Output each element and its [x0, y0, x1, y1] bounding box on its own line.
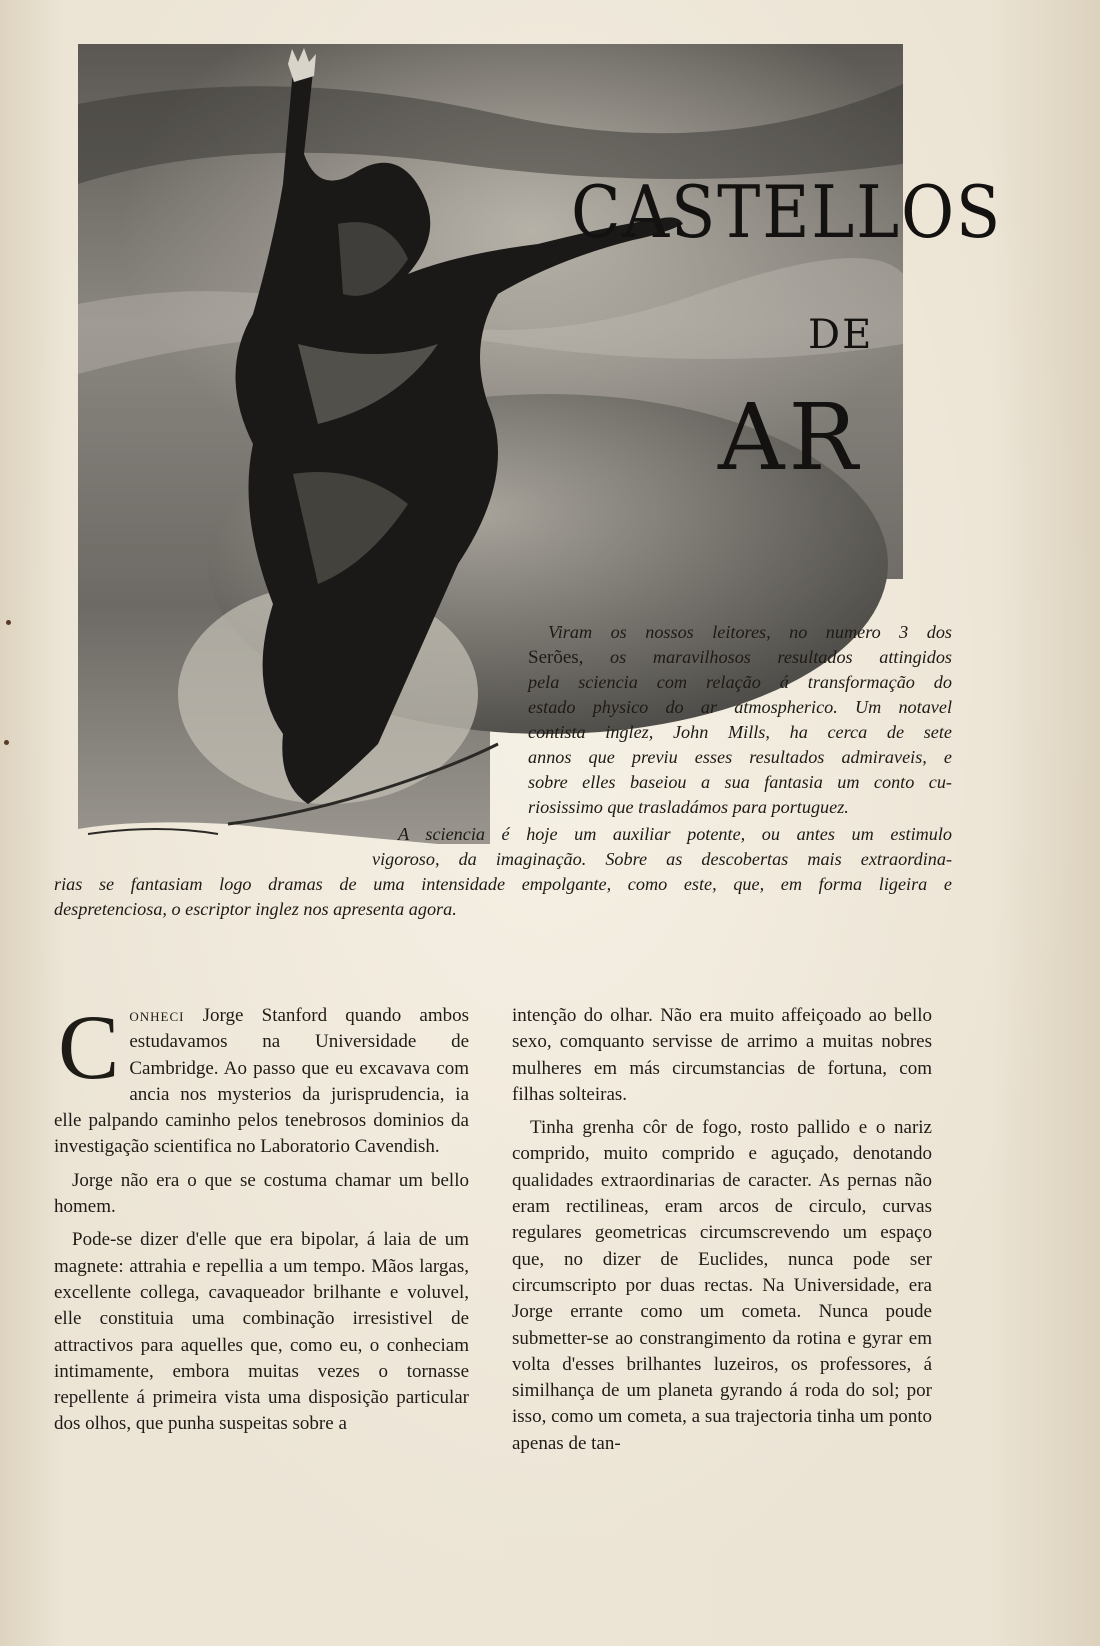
paragraph: Jorge não era o que se costuma chamar um bello homem.: [54, 1169, 469, 1218]
intro-line-text: os maravilhosos resultados attingidos: [610, 647, 953, 667]
intro-line: rias se fantasiam logo dramas de uma intensidade empolgante, como este, que, em forma ligeira e: [54, 874, 952, 894]
title-word-ar: AR: [718, 384, 862, 491]
opening-paragraph: [54, 996, 469, 1161]
intro-line: pela sciencia com relação á transformação do: [528, 672, 952, 692]
paragraph-text: Jorge Stanford quando ambos estudavamos na Universidade de Cambridge. Ao passo que eu excavava com ancia nos mysterios da jurisprudencia, ia elle palpando caminho pelos tenebrosos dominios da investigação scientifica no Laboratorio Cavendish.: [54, 1005, 469, 1158]
intro-line: riosissimo que trasladámos para portuguez.: [528, 797, 849, 817]
article-title: [508, 122, 1003, 502]
page-blemish: [6, 620, 11, 625]
body-column-right: [512, 1003, 932, 1464]
intro-line: A sciencia é hoje um auxiliar potente, ou antes um estimulo: [398, 824, 952, 844]
opening-word: onheci: [129, 1005, 185, 1026]
drop-cap: C: [58, 996, 120, 1098]
paragraph: Pode-se dizer d'elle que era bipolar, á laia de um magnete: attrahia e repellia a um tempo. Mãos largas, excellente collega, cavaqueador brilhante e voluvel, elle constituia uma combinação irresistivel de attractivos para aquelles que, como eu, o conheciam intimamente, embora muitas vezes o tornasse repellente á primeira vista uma disposição particular dos olhos, que punha suspeitas sobre a: [54, 1229, 469, 1435]
paragraph: intenção do olhar. Não era muito affeiçoado ao bello sexo, comquanto servisse de arrimo a muitas nobres mulheres em más circumstancias de fortuna, com filhas solteiras.: [512, 1005, 932, 1105]
intro-line: despretenciosa, o escriptor inglez nos apresenta agora.: [54, 899, 457, 919]
intro-line-with-magazine: [528, 645, 952, 670]
body-column-left: [54, 996, 469, 1445]
intro-line: estado physico do ar atmospherico. Um notavel: [528, 697, 952, 717]
paragraph: Tinha grenha côr de fogo, rosto pallido e o nariz comprido, muito comprido e aguçado, denotando qualidades extraordinarias de caracter. As pernas não eram rectilineas, eram arcos de circulo, curvas regulares geometricas circumscrevendo um espaço que, no dizer de Euclides, nunca pode ser circumscripto por duas rectas. Na Universidade, era Jorge errante como um cometa. Nunca poude submetter-se ao constrangimento da rotina e gyrar em volta d'esses brilhantes luzeiros, os professores, á similhança de um planeta gyrando á roda do sol; por isso, como um cometa, a sua trajectoria tinha um ponto apenas de tan-: [512, 1117, 932, 1454]
magazine-name: Serões,: [528, 647, 584, 668]
title-word-de: DE: [808, 312, 874, 358]
intro-line: vigoroso, da imaginação. Sobre as descobertas mais extraordina-: [372, 849, 952, 869]
page-blemish: [4, 740, 9, 745]
title-word-castellos: CASTELLOS: [571, 170, 1003, 254]
intro-line: Viram os nossos leitores, no numero 3 dos: [548, 622, 952, 642]
intro-line: sobre elles baseiou a sua fantasia um conto cu-: [528, 772, 952, 792]
intro-line: annos que previu esses resultados admiraveis, e: [528, 747, 952, 767]
intro-line: contista inglez, John Mills, ha cerca de sete: [528, 722, 952, 742]
